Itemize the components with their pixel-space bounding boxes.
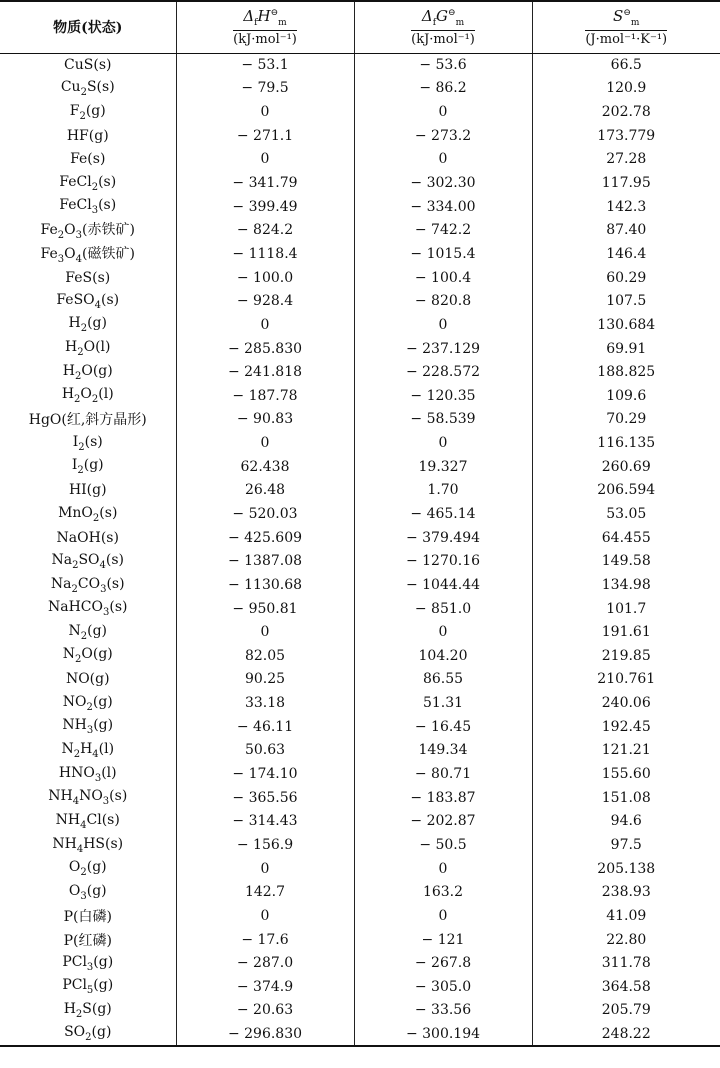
table-row	[0, 431, 720, 455]
enthalpy-cell: − 287.0	[176, 951, 354, 975]
table-row	[0, 928, 720, 952]
entropy-cell: 134.98	[532, 573, 720, 597]
enthalpy-cell: − 174.10	[176, 762, 354, 786]
substance-cell: $H_2O(g)$	[62, 362, 113, 382]
table-row	[0, 739, 720, 763]
table-row	[0, 620, 720, 644]
entropy-cell: 188.825	[532, 360, 720, 384]
table-row	[0, 502, 720, 526]
entropy-cell: 205.79	[532, 999, 720, 1023]
table-row	[0, 195, 720, 219]
enthalpy-cell: − 285.830	[176, 337, 354, 361]
substance-cell: $NH_4HS(s)$	[52, 835, 124, 855]
substance-cell: FeCl$_2$(s)	[59, 173, 117, 193]
substance-cell: FeS(s)	[65, 269, 111, 286]
gibbs-cell: − 120.35	[354, 384, 532, 408]
entropy-cell: 248.22	[532, 1022, 720, 1046]
entropy-cell: 107.5	[532, 289, 720, 313]
entropy-cell: 101.7	[532, 597, 720, 621]
substance-cell: $O_3(g)$	[68, 882, 107, 902]
enthalpy-cell: − 296.830	[176, 1022, 354, 1046]
table-row	[0, 171, 720, 195]
entropy-cell: 191.61	[532, 620, 720, 644]
enthalpy-cell: 50.63	[176, 739, 354, 763]
table-row	[0, 337, 720, 361]
gibbs-cell: − 121	[354, 928, 532, 952]
substance-cell: Fe(s)	[70, 151, 106, 168]
gibbs-cell: − 183.87	[354, 786, 532, 810]
gibbs-cell: − 202.87	[354, 810, 532, 834]
substance-cell: P(红磷)	[63, 932, 112, 949]
enthalpy-cell: − 53.1	[176, 53, 354, 77]
gibbs-cell: 0	[354, 620, 532, 644]
table-row	[0, 975, 720, 999]
enthalpy-cell: − 425.609	[176, 526, 354, 550]
table-header-row	[0, 1, 720, 53]
table-row	[0, 242, 720, 266]
table-row	[0, 833, 720, 857]
entropy-cell: 94.6	[532, 810, 720, 834]
gibbs-cell: 1.70	[354, 479, 532, 503]
table-row	[0, 455, 720, 479]
table-row	[0, 289, 720, 313]
entropy-cell: 64.455	[532, 526, 720, 550]
substance-cell: FeCl$_3$(s)	[59, 197, 117, 217]
entropy-cell: 121.21	[532, 739, 720, 763]
gibbs-cell: 51.31	[354, 691, 532, 715]
substance-cell: $Cu_2S(s)$	[60, 79, 115, 98]
enthalpy-cell: 0	[176, 431, 354, 455]
enthalpy-cell: − 271.1	[176, 124, 354, 148]
enthalpy-cell: − 928.4	[176, 289, 354, 313]
gibbs-cell: − 1015.4	[354, 242, 532, 266]
header-gibbs: $\frac{\Delta_fG^⊖_m}{\text{(kJ·mol⁻¹)}}$	[354, 1, 532, 53]
entropy-cell: 22.80	[532, 928, 720, 952]
gibbs-cell: − 465.14	[354, 502, 532, 526]
substance-cell: NaHCO$_3$(s)	[48, 599, 128, 618]
gibbs-cell: 19.327	[354, 455, 532, 479]
header-entropy: $\frac{S^⊖_m}{\text{(J·mol⁻¹·K⁻¹)}}$	[532, 1, 720, 53]
substance-cell: P(白磷)	[63, 908, 112, 925]
substance-cell: NO(g)	[65, 671, 110, 688]
enthalpy-cell: 142.7	[176, 880, 354, 904]
gibbs-cell: 0	[354, 857, 532, 881]
entropy-cell: 120.9	[532, 77, 720, 101]
entropy-cell: 364.58	[532, 975, 720, 999]
gibbs-cell: − 302.30	[354, 171, 532, 195]
table-row	[0, 668, 720, 692]
gibbs-cell: − 334.00	[354, 195, 532, 219]
table-row	[0, 549, 720, 573]
enthalpy-cell: − 365.56	[176, 786, 354, 810]
enthalpy-cell: 0	[176, 100, 354, 124]
substance-cell: CuS(s)	[64, 57, 112, 74]
gibbs-cell: 163.2	[354, 880, 532, 904]
enthalpy-cell: − 374.9	[176, 975, 354, 999]
entropy-cell: 130.684	[532, 313, 720, 337]
substance-cell: $H_2(g)$	[68, 315, 107, 335]
enthalpy-cell: 0	[176, 904, 354, 928]
substance-cell: FeSO$_4$(s)	[56, 291, 120, 311]
table-row	[0, 904, 720, 928]
gibbs-cell: 0	[354, 313, 532, 337]
entropy-cell: 142.3	[532, 195, 720, 219]
substance-cell: $Na_2CO_3(s)$	[50, 575, 125, 595]
enthalpy-cell: − 90.83	[176, 408, 354, 432]
substance-cell: $Na_2SO_4(s)$	[51, 551, 125, 571]
substance-cell: $F_2(g)$	[69, 102, 106, 122]
gibbs-cell: − 100.4	[354, 266, 532, 290]
gibbs-cell: − 820.8	[354, 289, 532, 313]
table-row	[0, 526, 720, 550]
gibbs-cell: − 228.572	[354, 360, 532, 384]
table-row	[0, 999, 720, 1023]
gibbs-cell: − 267.8	[354, 951, 532, 975]
enthalpy-cell: − 824.2	[176, 218, 354, 242]
enthalpy-cell: − 1118.4	[176, 242, 354, 266]
table-row	[0, 762, 720, 786]
substance-cell: $NH_4NO_3(s)$	[48, 788, 128, 808]
gibbs-cell: − 305.0	[354, 975, 532, 999]
gibbs-cell: − 742.2	[354, 218, 532, 242]
entropy-cell: 27.28	[532, 148, 720, 172]
entropy-cell: 41.09	[532, 904, 720, 928]
enthalpy-cell: − 314.43	[176, 810, 354, 834]
gibbs-cell: 0	[354, 904, 532, 928]
table-row	[0, 408, 720, 432]
gibbs-cell: − 53.6	[354, 53, 532, 77]
header-enthalpy: $\frac{\Delta_fH^⊖_m}{\text{(kJ·mol⁻¹)}}$	[176, 1, 354, 53]
enthalpy-cell: 62.438	[176, 455, 354, 479]
gibbs-cell: − 16.45	[354, 715, 532, 739]
table-row	[0, 218, 720, 242]
table-row	[0, 100, 720, 124]
table-row	[0, 266, 720, 290]
enthalpy-cell: − 520.03	[176, 502, 354, 526]
enthalpy-cell: − 17.6	[176, 928, 354, 952]
substance-cell: $Fe_2O_3$(赤铁矿)	[40, 222, 135, 242]
enthalpy-cell: − 187.78	[176, 384, 354, 408]
enthalpy-cell: − 79.5	[176, 77, 354, 101]
substance-cell: PCl$_3$(g)	[62, 953, 114, 973]
gibbs-cell: − 1270.16	[354, 549, 532, 573]
entropy-cell: 192.45	[532, 715, 720, 739]
entropy-cell: 117.95	[532, 171, 720, 195]
gibbs-cell: 86.55	[354, 668, 532, 692]
enthalpy-cell: − 156.9	[176, 833, 354, 857]
enthalpy-cell: − 100.0	[176, 266, 354, 290]
enthalpy-cell: 33.18	[176, 691, 354, 715]
substance-cell: HF(g)	[66, 127, 109, 144]
entropy-cell: 202.78	[532, 100, 720, 124]
gibbs-cell: 149.34	[354, 739, 532, 763]
entropy-cell: 205.138	[532, 857, 720, 881]
table-row	[0, 77, 720, 101]
substance-cell: NaOH(s)	[56, 529, 119, 546]
entropy-cell: 240.06	[532, 691, 720, 715]
substance-cell: $H_2S(g)$	[63, 1001, 112, 1020]
entropy-cell: 109.6	[532, 384, 720, 408]
entropy-cell: 53.05	[532, 502, 720, 526]
gibbs-cell: − 379.494	[354, 526, 532, 550]
table-row	[0, 597, 720, 621]
gibbs-cell: 0	[354, 431, 532, 455]
gibbs-cell: − 851.0	[354, 597, 532, 621]
entropy-cell: 151.08	[532, 786, 720, 810]
gibbs-cell: 0	[354, 148, 532, 172]
entropy-cell: 155.60	[532, 762, 720, 786]
entropy-cell: 149.58	[532, 549, 720, 573]
entropy-cell: 70.29	[532, 408, 720, 432]
table-row	[0, 573, 720, 597]
entropy-cell: 60.29	[532, 266, 720, 290]
table-row	[0, 1022, 720, 1046]
table-row	[0, 384, 720, 408]
substance-cell: $NH_4Cl(s)$	[55, 811, 120, 831]
substance-cell: $N_2O(g)$	[62, 646, 113, 666]
enthalpy-cell: 90.25	[176, 668, 354, 692]
table-row	[0, 691, 720, 715]
entropy-cell: 69.91	[532, 337, 720, 361]
enthalpy-cell: − 950.81	[176, 597, 354, 621]
gibbs-cell: − 33.56	[354, 999, 532, 1023]
table-row	[0, 715, 720, 739]
enthalpy-cell: 82.05	[176, 644, 354, 668]
enthalpy-cell: − 241.818	[176, 360, 354, 384]
substance-cell: $H_2O_2(l)$	[61, 386, 114, 406]
table-row	[0, 479, 720, 503]
gibbs-cell: 0	[354, 100, 532, 124]
table-row	[0, 880, 720, 904]
table-row	[0, 810, 720, 834]
table-row	[0, 313, 720, 337]
header-substance: 物质(状态)	[0, 1, 176, 53]
enthalpy-cell: 0	[176, 857, 354, 881]
enthalpy-cell: − 1130.68	[176, 573, 354, 597]
substance-cell: $HNO_3(l)$	[58, 764, 117, 784]
entropy-cell: 238.93	[532, 880, 720, 904]
gibbs-cell: − 80.71	[354, 762, 532, 786]
gibbs-cell: − 86.2	[354, 77, 532, 101]
entropy-cell: 87.40	[532, 218, 720, 242]
enthalpy-cell: 0	[176, 148, 354, 172]
enthalpy-cell: 26.48	[176, 479, 354, 503]
gibbs-cell: − 58.539	[354, 408, 532, 432]
gibbs-cell: − 237.129	[354, 337, 532, 361]
entropy-cell: 173.779	[532, 124, 720, 148]
substance-cell: HgO(红,斜方晶形)	[28, 412, 147, 429]
table-row	[0, 124, 720, 148]
substance-cell: $I_2(g)$	[71, 457, 104, 477]
gibbs-cell: − 1044.44	[354, 573, 532, 597]
substance-cell: $N_2H_4(l)$	[61, 741, 115, 760]
entropy-cell: 206.594	[532, 479, 720, 503]
gibbs-cell: − 300.194	[354, 1022, 532, 1046]
enthalpy-cell: 0	[176, 620, 354, 644]
entropy-cell: 66.5	[532, 53, 720, 77]
table-row	[0, 360, 720, 384]
substance-cell: $Fe_3O_4$(磁铁矿)	[40, 246, 135, 265]
table-row	[0, 53, 720, 77]
enthalpy-cell: − 399.49	[176, 195, 354, 219]
substance-cell: $O_2(g)$	[68, 859, 107, 878]
substance-cell: PCl$_5$(g)	[62, 977, 114, 997]
entropy-cell: 146.4	[532, 242, 720, 266]
substance-cell: $SO_2(g)$	[0, 1022, 176, 1046]
table-row	[0, 857, 720, 881]
substance-cell: HI(g)	[68, 482, 107, 499]
substance-cell: $NO_2(g)$	[62, 693, 113, 713]
substance-cell: $N_2(g)$	[68, 622, 107, 642]
gibbs-cell: − 50.5	[354, 833, 532, 857]
substance-cell: $H_2O(l)$	[65, 339, 111, 358]
table-row	[0, 786, 720, 810]
gibbs-cell: − 273.2	[354, 124, 532, 148]
substance-cell: MnO$_2$(s)	[58, 504, 118, 524]
entropy-cell: 97.5	[532, 833, 720, 857]
enthalpy-cell: − 341.79	[176, 171, 354, 195]
enthalpy-cell: − 46.11	[176, 715, 354, 739]
entropy-cell: 210.761	[532, 668, 720, 692]
gibbs-cell: 104.20	[354, 644, 532, 668]
enthalpy-cell: 0	[176, 313, 354, 337]
entropy-cell: 311.78	[532, 951, 720, 975]
table-row	[0, 148, 720, 172]
enthalpy-cell: − 1387.08	[176, 549, 354, 573]
entropy-cell: 116.135	[532, 431, 720, 455]
entropy-cell: 260.69	[532, 455, 720, 479]
entropy-cell: 219.85	[532, 644, 720, 668]
substance-cell: $NH_3(g)$	[62, 717, 114, 737]
table-row	[0, 644, 720, 668]
enthalpy-cell: − 20.63	[176, 999, 354, 1023]
substance-cell: $I_2(s)$	[72, 433, 103, 453]
table-row	[0, 951, 720, 975]
